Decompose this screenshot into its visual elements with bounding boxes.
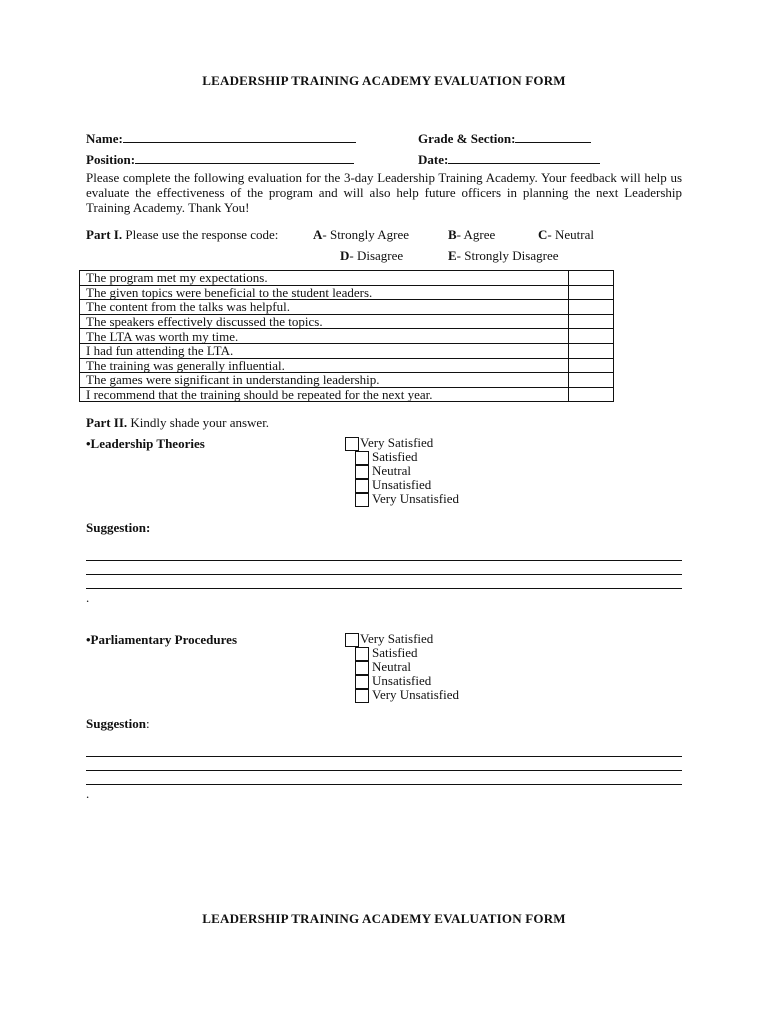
- code-d-text: - Disagree: [349, 248, 404, 263]
- code-b-letter: B: [448, 227, 457, 242]
- checkbox-very-satisfied[interactable]: [345, 437, 359, 451]
- checkbox-neutral[interactable]: [355, 661, 369, 675]
- suggestion-line[interactable]: [86, 574, 682, 575]
- code-d-letter: D: [340, 248, 350, 263]
- intro-paragraph: Please complete the following evaluation for the 3-day Leadership Training Academy. Your feedback will help us evaluate the effectiveness of the program and will also help future officers in planning the next Leadership Training Academy. Thank You!: [86, 170, 682, 215]
- checkbox-unsatisfied[interactable]: [355, 479, 369, 493]
- checkbox-very-satisfied[interactable]: [345, 633, 359, 647]
- statement-cell: The program met my expectations.: [80, 271, 569, 286]
- table-row: [80, 343, 614, 358]
- suggestion-heading: [86, 716, 150, 732]
- checkbox-very-unsatisfied[interactable]: [355, 493, 369, 507]
- table-row: [80, 329, 614, 344]
- table-row: [80, 285, 614, 300]
- suggestion-line[interactable]: [86, 770, 682, 771]
- code-b-text: - Agree: [456, 227, 496, 242]
- checkbox-very-unsatisfied[interactable]: [355, 689, 369, 703]
- suggestion-label: Suggestion:: [86, 520, 151, 535]
- part2-header: [86, 415, 269, 431]
- trailing-dot: .: [86, 786, 90, 801]
- option-label: Neutral: [372, 659, 411, 674]
- answer-cell[interactable]: [569, 329, 614, 344]
- name-label: Name:: [86, 131, 123, 146]
- part1-header: [86, 227, 278, 243]
- code-c-text: - Neutral: [547, 227, 594, 242]
- checkbox-satisfied[interactable]: [355, 451, 369, 465]
- statement-cell: The games were significant in understanding leadership.: [80, 373, 569, 388]
- statement-cell: The speakers effectively discussed the topics.: [80, 314, 569, 329]
- table-row: [80, 271, 614, 286]
- position-blank[interactable]: [135, 150, 354, 164]
- suggestion-line[interactable]: [86, 588, 682, 589]
- option-label: Unsatisfied: [372, 477, 432, 492]
- option-label: Very Unsatisfied: [372, 687, 460, 702]
- table-row: [80, 358, 614, 373]
- checkbox-neutral[interactable]: [355, 465, 369, 479]
- option-label: Very Unsatisfied: [372, 491, 460, 506]
- grade-label: Grade & Section:: [418, 131, 516, 146]
- option-label: Very Satisfied: [360, 435, 434, 450]
- topic-leadership-theories: •Leadership Theories: [86, 436, 205, 451]
- checkbox-unsatisfied[interactable]: [355, 675, 369, 689]
- date-field[interactable]: [418, 150, 600, 168]
- answer-cell[interactable]: [569, 387, 614, 402]
- form-title: LEADERSHIP TRAINING ACADEMY EVALUATION FORM: [202, 73, 566, 88]
- statement-cell: The training was generally influential.: [80, 358, 569, 373]
- option-label: Satisfied: [372, 645, 418, 660]
- code-c: [538, 227, 594, 243]
- date-label: Date:: [418, 152, 449, 167]
- table-row: [80, 300, 614, 315]
- grade-blank[interactable]: [515, 129, 591, 143]
- code-b: [448, 227, 495, 243]
- option-label: Very Satisfied: [360, 631, 434, 646]
- statement-cell: The content from the talks was helpful.: [80, 300, 569, 315]
- footer-title: LEADERSHIP TRAINING ACADEMY EVALUATION FORM: [202, 911, 566, 926]
- suggestion-label: Suggestion: [86, 716, 146, 731]
- option-label: Unsatisfied: [372, 673, 432, 688]
- rating-table: [79, 270, 614, 402]
- position-label: Position:: [86, 152, 136, 167]
- suggestion-line[interactable]: [86, 560, 682, 561]
- name-field[interactable]: [86, 129, 356, 147]
- trailing-dot: .: [86, 590, 90, 605]
- answer-cell[interactable]: [569, 373, 614, 388]
- name-blank[interactable]: [123, 129, 356, 143]
- code-e-letter: E: [448, 248, 457, 263]
- code-a-letter: A: [313, 227, 323, 242]
- grade-field[interactable]: [418, 129, 591, 147]
- part2-label: Part II.: [86, 415, 128, 430]
- answer-cell[interactable]: [569, 358, 614, 373]
- code-e-text: - Strongly Disagree: [456, 248, 559, 263]
- checkbox-satisfied[interactable]: [355, 647, 369, 661]
- option-label: Neutral: [372, 463, 411, 478]
- answer-cell[interactable]: [569, 285, 614, 300]
- position-field[interactable]: [86, 150, 354, 168]
- topic-parliamentary-procedures: •Parliamentary Procedures: [86, 632, 238, 647]
- option-label: Satisfied: [372, 449, 418, 464]
- part2-instruction: Kindly shade your answer.: [130, 415, 270, 430]
- statement-cell: I recommend that the training should be repeated for the next year.: [80, 387, 569, 402]
- statement-cell: I had fun attending the LTA.: [80, 343, 569, 358]
- suggestion-line[interactable]: [86, 756, 682, 757]
- code-e: [448, 248, 558, 264]
- answer-cell[interactable]: [569, 271, 614, 286]
- answer-cell[interactable]: [569, 300, 614, 315]
- statement-cell: The LTA was worth my time.: [80, 329, 569, 344]
- part1-label: Part I.: [86, 227, 123, 242]
- answer-cell[interactable]: [569, 343, 614, 358]
- table-row: [80, 373, 614, 388]
- code-c-letter: C: [538, 227, 548, 242]
- table-row: [80, 314, 614, 329]
- part1-instruction: Please use the response code:: [125, 227, 279, 242]
- suggestion-line[interactable]: [86, 784, 682, 785]
- suggestion-colon: :: [145, 716, 150, 731]
- code-a-text: - Strongly Agree: [322, 227, 410, 242]
- code-d: [340, 248, 403, 264]
- date-blank[interactable]: [448, 150, 600, 164]
- statement-cell: The given topics were beneficial to the student leaders.: [80, 285, 569, 300]
- code-a: [313, 227, 409, 243]
- table-row: [80, 387, 614, 402]
- suggestion-heading: [86, 520, 150, 536]
- answer-cell[interactable]: [569, 314, 614, 329]
